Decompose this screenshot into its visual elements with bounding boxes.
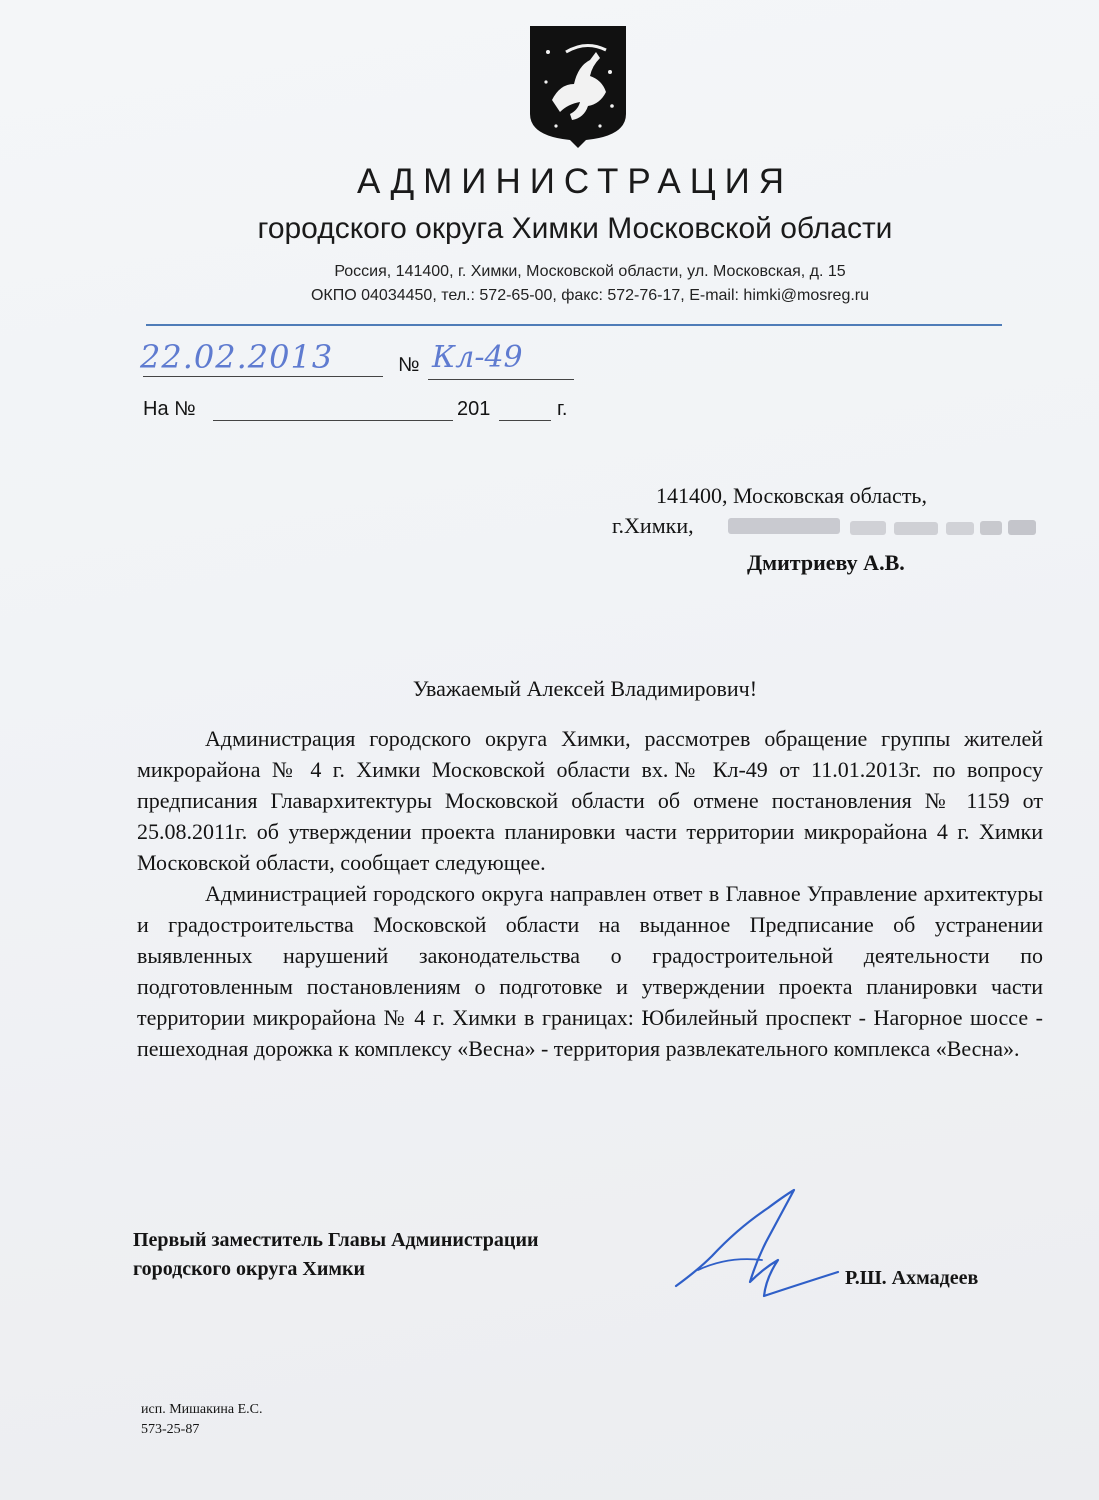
number-label: № bbox=[398, 354, 420, 376]
executor-info bbox=[141, 1400, 263, 1440]
executor-phone: 573-25-87 bbox=[141, 1422, 200, 1437]
signatory-title-line-2: городского округа Химки bbox=[133, 1258, 366, 1280]
organization-subtitle: городского округа Химки Московской области bbox=[257, 212, 893, 245]
body-paragraph-2: Администрацией городского округа направлен ответ в Главное Управление архитектуры и градостроительства Московской области на выданное Предписание об устранении выявленных нарушений законодательства о градостроительной деятельности по подготовленным постановлениям о подготовке и утверждении проекта планировки части территории микрорайона № 4 г. Химки в границах: Юбилейный проспект - Нагорное шоссе - пешеходная дорожка к комплексу «Весна» - территория развлекательного комплекса «Весна». bbox=[137, 881, 1043, 1061]
handwritten-signature bbox=[668, 1186, 848, 1306]
date-underline bbox=[143, 376, 383, 377]
organization-title: АДМИНИСТРАЦИЯ bbox=[356, 162, 794, 201]
outgoing-date: 22.02.2013 bbox=[140, 338, 334, 376]
recipient-city: г.Химки, bbox=[612, 513, 694, 538]
redacted-address bbox=[728, 514, 1040, 538]
reference-underline bbox=[213, 420, 453, 421]
reference-label: На № bbox=[143, 398, 196, 420]
number-underline bbox=[428, 379, 574, 380]
signatory-title-line-1: Первый заместитель Главы Администрации bbox=[133, 1229, 539, 1251]
letter-body bbox=[137, 723, 1043, 1064]
salutation: Уважаемый Алексей Владимирович! bbox=[412, 676, 758, 701]
recipient-region: 141400, Московская область, bbox=[656, 483, 927, 508]
reference-year-underline bbox=[499, 420, 551, 421]
signatory-title bbox=[133, 1226, 539, 1284]
recipient-name: Дмитриеву А.В. bbox=[747, 550, 905, 575]
body-paragraph-1: Администрация городского округа Химки, рассмотрев обращение группы жителей микрорайона № 4 г. Химки Московской области вх.№ Кл-49 от 11.01.2013г. по вопросу предписания Главархитектуры Московской области об отмене постановления № 1159 от 25.08.2011г. об утверждении проекта планировки части территории микрорайона 4 г. Химки Московской области, сообщает следующее. bbox=[137, 726, 1043, 875]
khimki-coat-of-arms-icon bbox=[526, 22, 630, 150]
header-divider bbox=[146, 324, 1002, 326]
organization-contacts: ОКПО 04034450, тел.: 572-65-00, факс: 572-76-17, E-mail: himki@mosreg.ru bbox=[310, 287, 870, 304]
organization-address: Россия, 141400, г. Химки, Московской области, ул. Московская, д. 15 bbox=[334, 263, 846, 280]
executor-name: исп. Мишакина Е.С. bbox=[141, 1402, 263, 1417]
outgoing-number: Кл-49 bbox=[432, 340, 523, 375]
reference-year-suffix: г. bbox=[557, 398, 568, 420]
reference-year: 201 bbox=[457, 398, 491, 420]
signatory-name: Р.Ш. Ахмадеев bbox=[845, 1267, 979, 1289]
